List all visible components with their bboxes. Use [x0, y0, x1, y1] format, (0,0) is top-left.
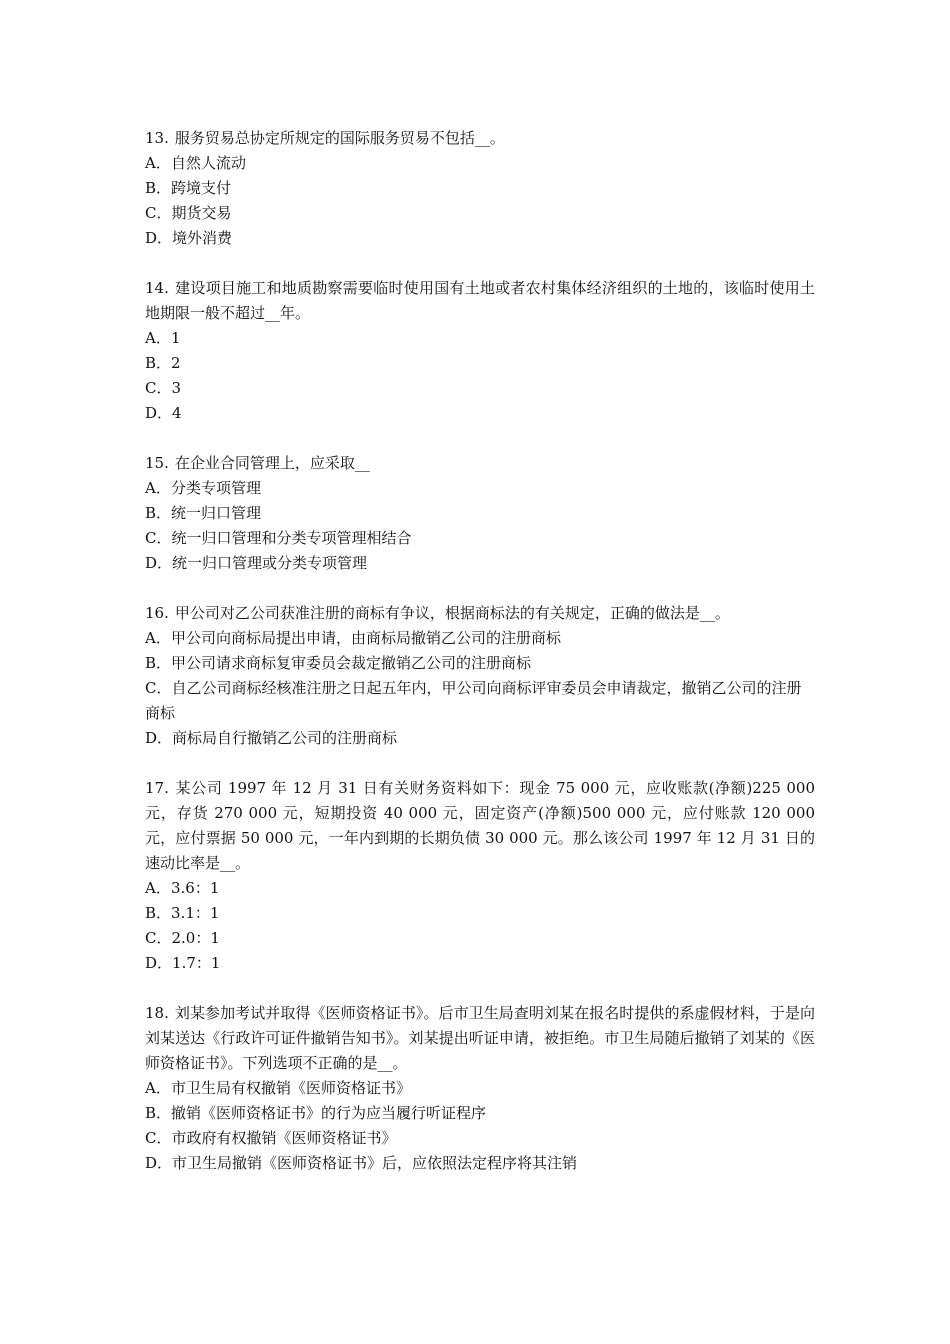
question-number: 18.	[145, 1004, 169, 1022]
question-number: 13.	[145, 129, 169, 147]
question-17	[145, 776, 815, 976]
option-list	[145, 476, 815, 576]
option-text: 自乙公司商标经核准注册之日起五年内，甲公司向商标评审委员会申请裁定，撤销乙公司的注册商标	[145, 679, 802, 722]
option-letter: B．	[145, 179, 172, 197]
option-text: 境外消费	[172, 229, 233, 247]
option-text: 统一归口管理	[171, 504, 262, 522]
option-text: 2.0：1	[171, 929, 220, 947]
question-number: 15.	[145, 454, 169, 472]
option-text: 市卫生局撤销《医师资格证书》后，应依照法定程序将其注销	[172, 1154, 578, 1172]
option-a	[145, 876, 815, 901]
option-letter: D．	[145, 729, 173, 747]
option-letter: C．	[145, 529, 172, 547]
option-letter: C．	[145, 1129, 172, 1147]
option-d	[145, 401, 815, 426]
option-letter: B．	[145, 354, 172, 372]
option-c	[145, 926, 815, 951]
option-text: 自然人流动	[171, 154, 247, 172]
question-15	[145, 451, 815, 576]
option-letter: D．	[145, 954, 173, 972]
option-letter: A．	[145, 629, 171, 647]
option-c	[145, 376, 815, 401]
question-18	[145, 1001, 815, 1176]
question-text: 某公司 1997 年 12 月 31 日有关财务资料如下：现金 75 000 元，应收账款(净额)225 000 元，存货 270 000 元，短期投资 40 000 元，固定资产(净额)500 000 元，应付账款 120 000 元，应付票据 50 000 元，一年内到期的长期负债 30 000 元。那么该公司 1997 年 12 月 31 日的速动比率是__。	[145, 779, 815, 872]
question-stem	[145, 276, 815, 326]
question-text: 服务贸易总协定所规定的国际服务贸易不包括__。	[174, 129, 505, 147]
option-letter: A．	[145, 154, 171, 172]
option-letter: B．	[145, 654, 172, 672]
question-14	[145, 276, 815, 426]
option-b	[145, 901, 815, 926]
question-list	[145, 126, 815, 1201]
option-text: 4	[172, 404, 182, 422]
option-text: 甲公司向商标局提出申请，由商标局撤销乙公司的注册商标	[171, 629, 562, 647]
option-text: 甲公司请求商标复审委员会裁定撤销乙公司的注册商标	[171, 654, 532, 672]
option-b	[145, 1101, 815, 1126]
question-stem	[145, 1001, 815, 1076]
question-text: 建设项目施工和地质勘察需要临时使用国有土地或者农村集体经济组织的土地的，该临时使用土地期限一般不超过__年。	[145, 279, 815, 322]
option-d	[145, 951, 815, 976]
option-text: 1.7：1	[172, 954, 221, 972]
question-number: 14.	[145, 279, 169, 297]
option-text: 3.1：1	[171, 904, 220, 922]
option-b	[145, 501, 815, 526]
option-letter: A．	[145, 479, 171, 497]
option-text: 市政府有权撤销《医师资格证书》	[171, 1129, 397, 1147]
option-letter: C．	[145, 379, 172, 397]
option-letter: B．	[145, 1104, 172, 1122]
option-list	[145, 326, 815, 426]
option-d	[145, 551, 815, 576]
option-text: 期货交易	[171, 204, 232, 222]
option-text: 统一归口管理或分类专项管理	[172, 554, 368, 572]
option-letter: C．	[145, 679, 172, 697]
option-c	[145, 676, 815, 726]
option-letter: D．	[145, 554, 173, 572]
option-letter: D．	[145, 404, 173, 422]
option-list	[145, 626, 815, 751]
option-d	[145, 226, 815, 251]
question-stem	[145, 451, 815, 476]
option-text: 商标局自行撤销乙公司的注册商标	[172, 729, 398, 747]
option-list	[145, 151, 815, 251]
option-letter: C．	[145, 929, 172, 947]
option-letter: D．	[145, 1154, 173, 1172]
option-text: 统一归口管理和分类专项管理相结合	[171, 529, 412, 547]
option-d	[145, 726, 815, 751]
option-letter: D．	[145, 229, 173, 247]
option-b	[145, 651, 815, 676]
option-text: 3.6：1	[171, 879, 220, 897]
option-text: 1	[171, 329, 181, 347]
question-text: 甲公司对乙公司获准注册的商标有争议，根据商标法的有关规定，正确的做法是__。	[174, 604, 730, 622]
option-a	[145, 1076, 815, 1101]
question-number: 17.	[145, 779, 169, 797]
option-c	[145, 526, 815, 551]
option-text: 2	[171, 354, 181, 372]
option-letter: C．	[145, 204, 172, 222]
option-a	[145, 626, 815, 651]
option-text: 分类专项管理	[171, 479, 262, 497]
option-letter: B．	[145, 504, 172, 522]
option-text: 市卫生局有权撤销《医师资格证书》	[171, 1079, 412, 1097]
option-letter: B．	[145, 904, 172, 922]
option-letter: A．	[145, 1079, 171, 1097]
question-text: 刘某参加考试并取得《医师资格证书》。后市卫生局查明刘某在报名时提供的系虚假材料，于是向刘某送达《行政许可证件撤销告知书》。刘某提出听证申请，被拒绝。市卫生局随后撤销了刘某的《医师资格证书》。下列选项不正确的是__。	[145, 1004, 815, 1072]
option-b	[145, 351, 815, 376]
question-16	[145, 601, 815, 751]
option-text: 3	[171, 379, 182, 397]
option-c	[145, 1126, 815, 1151]
option-d	[145, 1151, 815, 1176]
option-text: 跨境支付	[171, 179, 232, 197]
question-text: 在企业合同管理上，应采取__	[174, 454, 370, 472]
option-a	[145, 151, 815, 176]
option-a	[145, 326, 815, 351]
question-stem	[145, 601, 815, 626]
option-text: 撤销《医师资格证书》的行为应当履行听证程序	[171, 1104, 487, 1122]
option-letter: A．	[145, 879, 171, 897]
option-list	[145, 1076, 815, 1176]
option-a	[145, 476, 815, 501]
option-letter: A．	[145, 329, 171, 347]
option-list	[145, 876, 815, 976]
question-13	[145, 126, 815, 251]
question-stem	[145, 776, 815, 876]
option-c	[145, 201, 815, 226]
question-stem	[145, 126, 815, 151]
question-number: 16.	[145, 604, 169, 622]
option-b	[145, 176, 815, 201]
